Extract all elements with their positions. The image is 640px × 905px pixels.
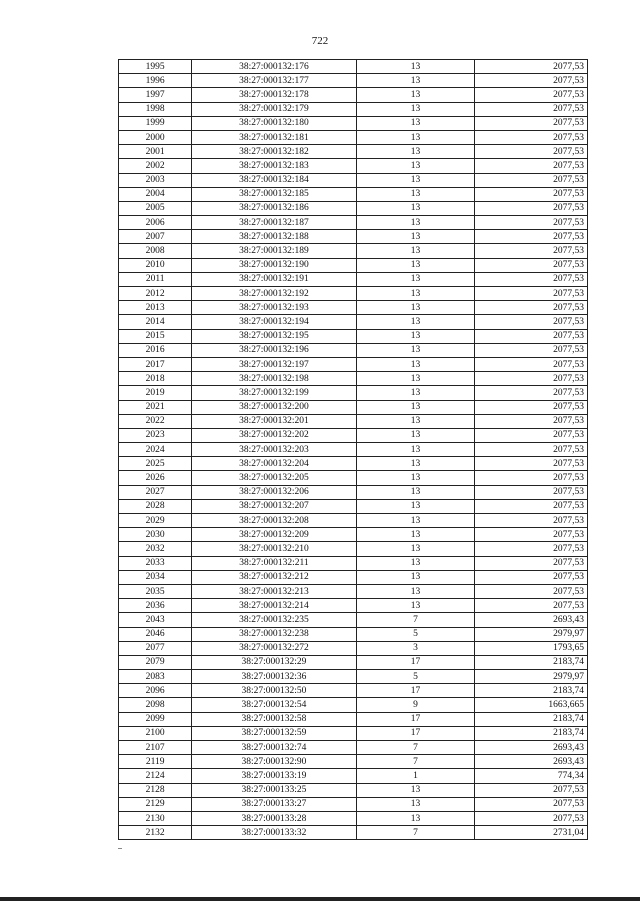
cadastral-number: 38:27:000132:193 (192, 301, 356, 315)
row-number: 2012 (119, 287, 192, 301)
quantity-cell: 17 (356, 726, 475, 740)
quantity-cell: 13 (356, 414, 475, 428)
table-row (119, 116, 588, 130)
row-number: 2107 (119, 741, 192, 755)
table-row (119, 769, 588, 783)
table-row (119, 613, 588, 627)
cadastral-number: 38:27:000132:181 (192, 130, 356, 144)
table-row (119, 485, 588, 499)
table-row (119, 514, 588, 528)
row-number: 2096 (119, 684, 192, 698)
value-cell: 2077,53 (475, 570, 588, 584)
row-number: 2043 (119, 613, 192, 627)
row-number: 1997 (119, 88, 192, 102)
value-cell: 2077,53 (475, 797, 588, 811)
quantity-cell: 13 (356, 74, 475, 88)
row-number: 2007 (119, 230, 192, 244)
cadastral-number: 38:27:000132:185 (192, 187, 356, 201)
table-row (119, 670, 588, 684)
quantity-cell: 13 (356, 201, 475, 215)
cadastral-number: 38:27:000133:27 (192, 797, 356, 811)
quantity-cell: 17 (356, 684, 475, 698)
value-cell: 1793,65 (475, 641, 588, 655)
value-cell: 2183,74 (475, 655, 588, 669)
table-row (119, 528, 588, 542)
page-number: 722 (311, 35, 329, 47)
value-cell: 2183,74 (475, 726, 588, 740)
quantity-cell: 5 (356, 670, 475, 684)
value-cell: 2077,53 (475, 372, 588, 386)
value-cell: 2183,74 (475, 684, 588, 698)
value-cell: 2077,53 (475, 201, 588, 215)
cadastral-number: 38:27:000132:205 (192, 471, 356, 485)
cadastral-number: 38:27:000132:177 (192, 74, 356, 88)
row-number: 2077 (119, 641, 192, 655)
table-row (119, 811, 588, 825)
table-row (119, 655, 588, 669)
value-cell: 2077,53 (475, 584, 588, 598)
quantity-cell: 13 (356, 584, 475, 598)
quantity-cell: 7 (356, 741, 475, 755)
quantity-cell: 7 (356, 755, 475, 769)
table-row (119, 471, 588, 485)
quantity-cell: 13 (356, 315, 475, 329)
cadastral-number: 38:27:000132:191 (192, 272, 356, 286)
cadastral-number: 38:27:000132:192 (192, 287, 356, 301)
quantity-cell: 13 (356, 372, 475, 386)
cadastral-number: 38:27:000132:59 (192, 726, 356, 740)
cadastral-number: 38:27:000132:36 (192, 670, 356, 684)
row-number: 1999 (119, 116, 192, 130)
row-number: 2019 (119, 386, 192, 400)
quantity-cell: 13 (356, 272, 475, 286)
quantity-cell: 13 (356, 145, 475, 159)
value-cell: 2077,53 (475, 400, 588, 414)
row-number: 2025 (119, 457, 192, 471)
value-cell: 2077,53 (475, 357, 588, 371)
cadastral-number: 38:27:000132:54 (192, 698, 356, 712)
value-cell: 2077,53 (475, 329, 588, 343)
table-row (119, 726, 588, 740)
row-number: 2079 (119, 655, 192, 669)
edge-mark (118, 848, 122, 849)
value-cell: 2077,53 (475, 145, 588, 159)
quantity-cell: 13 (356, 783, 475, 797)
table-row (119, 372, 588, 386)
row-number: 2083 (119, 670, 192, 684)
value-cell: 2077,53 (475, 386, 588, 400)
table-row (119, 826, 588, 840)
value-cell: 2077,53 (475, 343, 588, 357)
value-cell: 2077,53 (475, 514, 588, 528)
quantity-cell: 17 (356, 655, 475, 669)
cadastral-number: 38:27:000132:203 (192, 443, 356, 457)
value-cell: 2077,53 (475, 315, 588, 329)
row-number: 2034 (119, 570, 192, 584)
cadastral-number: 38:27:000132:74 (192, 741, 356, 755)
table-row (119, 287, 588, 301)
table-row (119, 130, 588, 144)
row-number: 2036 (119, 599, 192, 613)
row-number: 2005 (119, 201, 192, 215)
row-number: 2023 (119, 428, 192, 442)
quantity-cell: 13 (356, 159, 475, 173)
cadastral-number: 38:27:000132:189 (192, 244, 356, 258)
quantity-cell: 13 (356, 556, 475, 570)
table-row (119, 159, 588, 173)
row-number: 2002 (119, 159, 192, 173)
cadastral-number: 38:27:000132:235 (192, 613, 356, 627)
row-number: 2024 (119, 443, 192, 457)
cadastral-number: 38:27:000132:211 (192, 556, 356, 570)
table-body (119, 60, 588, 840)
value-cell: 2693,43 (475, 741, 588, 755)
value-cell: 2077,53 (475, 102, 588, 116)
cadastral-number: 38:27:000132:196 (192, 343, 356, 357)
value-cell: 1663,665 (475, 698, 588, 712)
quantity-cell: 13 (356, 343, 475, 357)
table-row (119, 428, 588, 442)
table-row (119, 102, 588, 116)
cadastral-number: 38:27:000132:178 (192, 88, 356, 102)
table-row (119, 783, 588, 797)
cadastral-number: 38:27:000132:198 (192, 372, 356, 386)
row-number: 2018 (119, 372, 192, 386)
value-cell: 2077,53 (475, 88, 588, 102)
row-number: 2029 (119, 514, 192, 528)
quantity-cell: 13 (356, 216, 475, 230)
cadastral-number: 38:27:000132:212 (192, 570, 356, 584)
quantity-cell: 5 (356, 627, 475, 641)
table-row (119, 457, 588, 471)
quantity-cell: 13 (356, 258, 475, 272)
table-row (119, 414, 588, 428)
quantity-cell: 13 (356, 244, 475, 258)
quantity-cell: 13 (356, 443, 475, 457)
value-cell: 2077,53 (475, 811, 588, 825)
quantity-cell: 13 (356, 173, 475, 187)
table-row (119, 570, 588, 584)
row-number: 2027 (119, 485, 192, 499)
row-number: 2032 (119, 542, 192, 556)
table-row (119, 712, 588, 726)
table-row (119, 698, 588, 712)
row-number: 2006 (119, 216, 192, 230)
quantity-cell: 13 (356, 60, 475, 74)
row-number: 2011 (119, 272, 192, 286)
quantity-cell: 13 (356, 485, 475, 499)
row-number: 2028 (119, 499, 192, 513)
cadastral-number: 38:27:000133:28 (192, 811, 356, 825)
cadastral-number: 38:27:000132:200 (192, 400, 356, 414)
value-cell: 2077,53 (475, 187, 588, 201)
cadastral-number: 38:27:000132:201 (192, 414, 356, 428)
quantity-cell: 13 (356, 499, 475, 513)
row-number: 2016 (119, 343, 192, 357)
row-number: 2026 (119, 471, 192, 485)
row-number: 2100 (119, 726, 192, 740)
cadastral-number: 38:27:000132:202 (192, 428, 356, 442)
cadastral-number: 38:27:000132:190 (192, 258, 356, 272)
row-number: 2098 (119, 698, 192, 712)
row-number: 2010 (119, 258, 192, 272)
value-cell: 2077,53 (475, 599, 588, 613)
quantity-cell: 13 (356, 102, 475, 116)
table-row (119, 173, 588, 187)
table-row (119, 187, 588, 201)
value-cell: 2077,53 (475, 783, 588, 797)
table-row (119, 357, 588, 371)
value-cell: 2077,53 (475, 130, 588, 144)
value-cell: 2077,53 (475, 414, 588, 428)
cadastral-number: 38:27:000132:204 (192, 457, 356, 471)
quantity-cell: 13 (356, 570, 475, 584)
table-row (119, 74, 588, 88)
table-row (119, 641, 588, 655)
cadastral-number: 38:27:000132:188 (192, 230, 356, 244)
value-cell: 2693,43 (475, 755, 588, 769)
row-number: 2015 (119, 329, 192, 343)
value-cell: 2077,53 (475, 556, 588, 570)
row-number: 2030 (119, 528, 192, 542)
cadastral-number: 38:27:000133:25 (192, 783, 356, 797)
cadastral-number: 38:27:000133:32 (192, 826, 356, 840)
quantity-cell: 7 (356, 826, 475, 840)
quantity-cell: 7 (356, 613, 475, 627)
cadastral-number: 38:27:000132:197 (192, 357, 356, 371)
quantity-cell: 13 (356, 428, 475, 442)
quantity-cell: 13 (356, 528, 475, 542)
row-number: 1998 (119, 102, 192, 116)
table-row (119, 145, 588, 159)
cadastral-number: 38:27:000132:187 (192, 216, 356, 230)
value-cell: 2077,53 (475, 457, 588, 471)
cadastral-number: 38:27:000132:180 (192, 116, 356, 130)
value-cell: 2077,53 (475, 542, 588, 556)
table-row (119, 755, 588, 769)
quantity-cell: 17 (356, 712, 475, 726)
quantity-cell: 3 (356, 641, 475, 655)
row-number: 2130 (119, 811, 192, 825)
table-row (119, 216, 588, 230)
value-cell: 2077,53 (475, 485, 588, 499)
row-number: 2013 (119, 301, 192, 315)
row-number: 2119 (119, 755, 192, 769)
row-number: 2000 (119, 130, 192, 144)
quantity-cell: 13 (356, 88, 475, 102)
quantity-cell: 13 (356, 287, 475, 301)
cadastral-number: 38:27:000132:58 (192, 712, 356, 726)
row-number: 2001 (119, 145, 192, 159)
bottom-rule (0, 897, 640, 901)
table-row (119, 301, 588, 315)
cadastral-number: 38:27:000132:29 (192, 655, 356, 669)
quantity-cell: 13 (356, 457, 475, 471)
table-row (119, 258, 588, 272)
row-number: 2003 (119, 173, 192, 187)
cadastral-number: 38:27:000132:90 (192, 755, 356, 769)
value-cell: 2693,43 (475, 613, 588, 627)
row-number: 2129 (119, 797, 192, 811)
value-cell: 2077,53 (475, 116, 588, 130)
quantity-cell: 13 (356, 329, 475, 343)
row-number: 2128 (119, 783, 192, 797)
row-number: 2017 (119, 357, 192, 371)
quantity-cell: 1 (356, 769, 475, 783)
quantity-cell: 9 (356, 698, 475, 712)
value-cell: 2077,53 (475, 528, 588, 542)
table-row (119, 499, 588, 513)
table-row (119, 584, 588, 598)
value-cell: 2183,74 (475, 712, 588, 726)
table-row (119, 400, 588, 414)
cadastral-number: 38:27:000132:272 (192, 641, 356, 655)
table-row (119, 542, 588, 556)
cadastral-number: 38:27:000132:199 (192, 386, 356, 400)
value-cell: 2077,53 (475, 230, 588, 244)
row-number: 2021 (119, 400, 192, 414)
quantity-cell: 13 (356, 230, 475, 244)
cadastral-number: 38:27:000132:186 (192, 201, 356, 215)
value-cell: 2077,53 (475, 244, 588, 258)
table-row (119, 88, 588, 102)
value-cell: 2077,53 (475, 443, 588, 457)
quantity-cell: 13 (356, 542, 475, 556)
value-cell: 2077,53 (475, 258, 588, 272)
row-number: 2008 (119, 244, 192, 258)
table-row (119, 244, 588, 258)
quantity-cell: 13 (356, 811, 475, 825)
row-number: 2132 (119, 826, 192, 840)
table-row (119, 329, 588, 343)
row-number: 2014 (119, 315, 192, 329)
row-number: 2046 (119, 627, 192, 641)
value-cell: 2077,53 (475, 216, 588, 230)
quantity-cell: 13 (356, 130, 475, 144)
row-number: 2033 (119, 556, 192, 570)
quantity-cell: 13 (356, 599, 475, 613)
row-number: 1996 (119, 74, 192, 88)
table-row (119, 599, 588, 613)
row-number: 1995 (119, 60, 192, 74)
value-cell: 2077,53 (475, 159, 588, 173)
cadastral-number: 38:27:000132:209 (192, 528, 356, 542)
table-row (119, 272, 588, 286)
value-cell: 2077,53 (475, 471, 588, 485)
quantity-cell: 13 (356, 301, 475, 315)
table-row (119, 343, 588, 357)
cadastral-number: 38:27:000132:206 (192, 485, 356, 499)
value-cell: 2979,97 (475, 670, 588, 684)
cadastral-number: 38:27:000132:213 (192, 584, 356, 598)
value-cell: 2077,53 (475, 301, 588, 315)
value-cell: 2077,53 (475, 272, 588, 286)
row-number: 2004 (119, 187, 192, 201)
table-row (119, 60, 588, 74)
table-row (119, 315, 588, 329)
cadastral-number: 38:27:000132:182 (192, 145, 356, 159)
cadastral-number: 38:27:000132:50 (192, 684, 356, 698)
row-number: 2099 (119, 712, 192, 726)
cadastral-number: 38:27:000132:207 (192, 499, 356, 513)
cadastral-number: 38:27:000132:179 (192, 102, 356, 116)
table-row (119, 230, 588, 244)
quantity-cell: 13 (356, 116, 475, 130)
quantity-cell: 13 (356, 471, 475, 485)
value-cell: 2731,04 (475, 826, 588, 840)
quantity-cell: 13 (356, 386, 475, 400)
cadastral-number: 38:27:000132:210 (192, 542, 356, 556)
cadastral-number: 38:27:000132:194 (192, 315, 356, 329)
table-row (119, 741, 588, 755)
cadastral-number: 38:27:000132:183 (192, 159, 356, 173)
quantity-cell: 13 (356, 357, 475, 371)
quantity-cell: 13 (356, 797, 475, 811)
value-cell: 2077,53 (475, 60, 588, 74)
cadastral-number: 38:27:000132:176 (192, 60, 356, 74)
row-number: 2124 (119, 769, 192, 783)
value-cell: 2077,53 (475, 173, 588, 187)
value-cell: 2077,53 (475, 428, 588, 442)
quantity-cell: 13 (356, 187, 475, 201)
quantity-cell: 13 (356, 400, 475, 414)
cadastral-number: 38:27:000132:208 (192, 514, 356, 528)
table-row (119, 386, 588, 400)
cadastral-number: 38:27:000132:214 (192, 599, 356, 613)
cadastral-number: 38:27:000132:238 (192, 627, 356, 641)
value-cell: 2077,53 (475, 74, 588, 88)
value-cell: 774,34 (475, 769, 588, 783)
table-row (119, 556, 588, 570)
cadastral-number: 38:27:000132:195 (192, 329, 356, 343)
quantity-cell: 13 (356, 514, 475, 528)
table-row (119, 201, 588, 215)
cadastral-table (118, 59, 588, 840)
cadastral-number: 38:27:000133:19 (192, 769, 356, 783)
table-row (119, 443, 588, 457)
table-row (119, 627, 588, 641)
row-number: 2035 (119, 584, 192, 598)
row-number: 2022 (119, 414, 192, 428)
value-cell: 2077,53 (475, 499, 588, 513)
value-cell: 2979,97 (475, 627, 588, 641)
table-row (119, 684, 588, 698)
cadastral-number: 38:27:000132:184 (192, 173, 356, 187)
table-row (119, 797, 588, 811)
value-cell: 2077,53 (475, 287, 588, 301)
